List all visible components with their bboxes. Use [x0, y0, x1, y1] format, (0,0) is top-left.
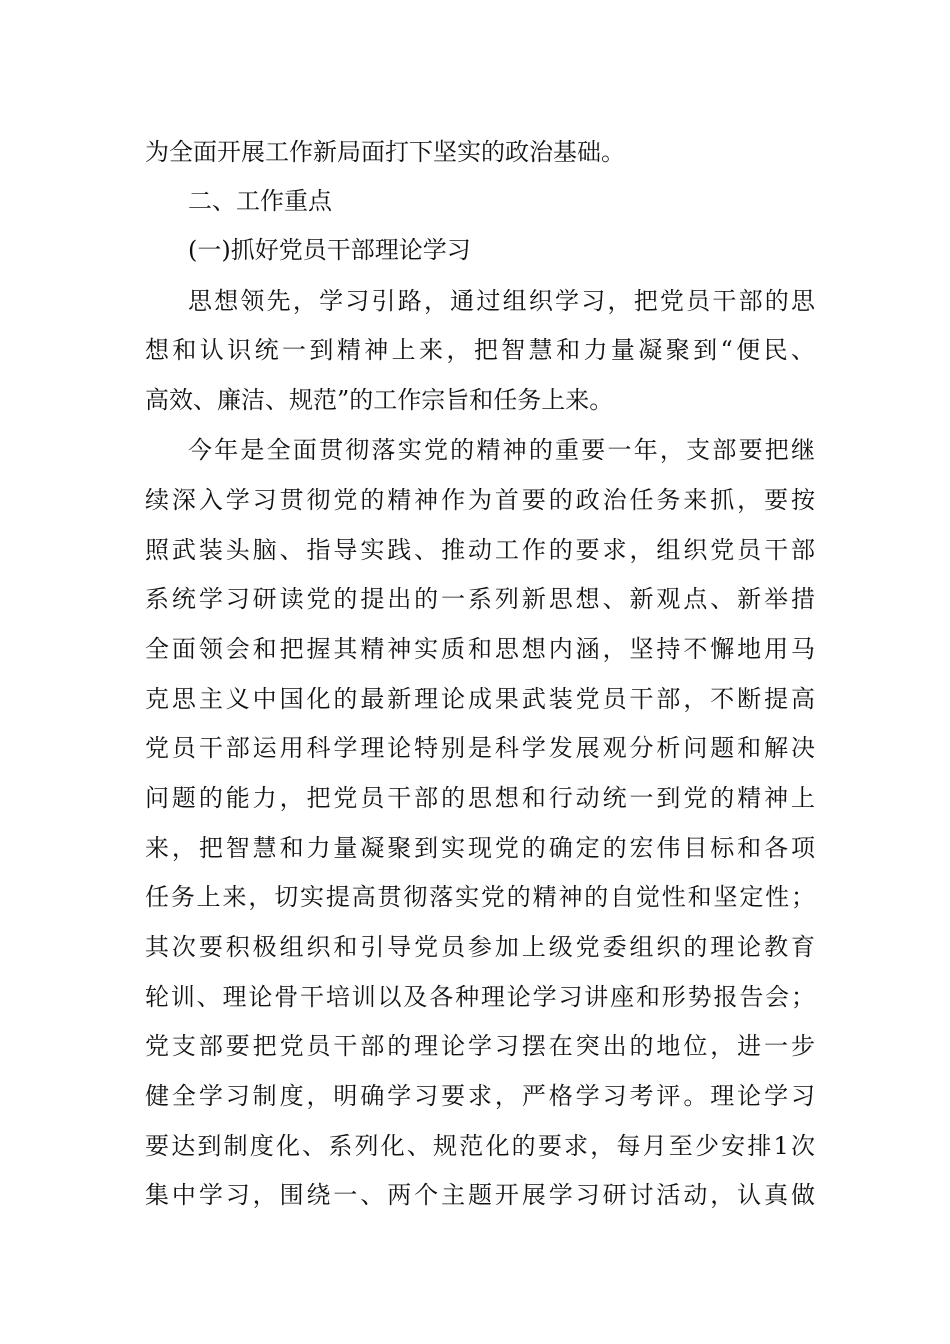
text-line: 党支部要把党员干部的理论学习摆在突出的地位，进一步: [145, 1032, 815, 1060]
text-line: 高效、廉洁、规范”的工作宗旨和任务上来。: [145, 386, 614, 414]
text-line: 克思主义中国化的最新理论成果武装党员干部，不断提高: [145, 685, 815, 713]
text-line: 轮训、理论骨干培训以及各种理论学习讲座和形势报告会；: [145, 983, 815, 1011]
text-line: 全面领会和把握其精神实质和思想内涵，坚持不懈地用马: [145, 635, 815, 663]
text-line: 健全学习制度，明确学习要求，严格学习考评。理论学习: [145, 1082, 815, 1110]
text-line: 问题的能力，把党员干部的思想和行动统一到党的精神上: [145, 784, 815, 812]
subsection-heading: (一)抓好党员干部理论学习: [188, 236, 471, 264]
text-line: 今年是全面贯彻落实党的精神的重要一年，支部要把继: [188, 436, 815, 464]
text-line: 想和认识统一到精神上来，把智慧和力量凝聚到“便民、: [145, 336, 815, 364]
text-line: 任务上来，切实提高贯彻落实党的精神的自觉性和坚定性；: [145, 883, 815, 911]
text-line: 为全面开展工作新局面打下坚实的政治基础。: [145, 138, 625, 166]
text-line: 党员干部运用科学理论特别是科学发展观分析问题和解决: [145, 734, 815, 762]
section-heading: 二、工作重点: [188, 187, 332, 215]
text-line: 集中学习，围绕一、两个主题开展学习研讨活动，认真做: [145, 1181, 815, 1209]
text-line: 思想领先，学习引路，通过组织学习，把党员干部的思: [188, 287, 815, 315]
text-line: 要达到制度化、系列化、规范化的要求，每月至少安排1次: [145, 1132, 815, 1160]
text-line: 其次要积极组织和引导党员参加上级党委组织的理论教育: [145, 933, 815, 961]
text-line: 系统学习研读党的提出的一系列新思想、新观点、新举措: [145, 585, 815, 613]
text-line: 续深入学习贯彻党的精神作为首要的政治任务来抓，要按: [145, 486, 815, 514]
text-line: 照武装头脑、指导实践、推动工作的要求，组织党员干部: [145, 536, 815, 564]
text-line: 来，把智慧和力量凝聚到实现党的确定的宏伟目标和各项: [145, 834, 815, 862]
